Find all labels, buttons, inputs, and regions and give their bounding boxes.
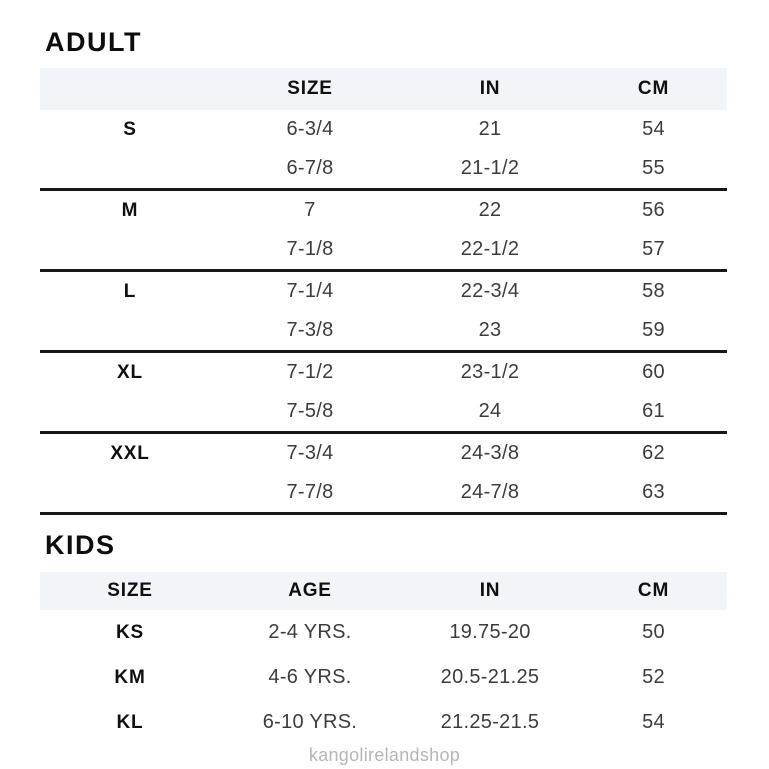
- adult-group-xxl: [40, 434, 727, 515]
- kids-header-age: AGE: [288, 580, 332, 601]
- kids-section-title: KIDS: [45, 530, 116, 560]
- adult-group-s: [40, 110, 727, 191]
- inches-cell: 24: [478, 400, 502, 422]
- table-row: [40, 700, 727, 745]
- cm-cell: 55: [642, 157, 665, 179]
- table-row: [40, 311, 727, 350]
- hat-size-cell: 7-3/8: [286, 319, 334, 341]
- kids-header-cm: CM: [637, 580, 670, 601]
- cm-cell: 62: [642, 442, 665, 464]
- adult-size-table: [40, 68, 727, 515]
- hat-size-cell: 6-7/8: [286, 157, 334, 179]
- adult-group-xl: [40, 353, 727, 434]
- kids-header-size: SIZE: [107, 580, 153, 601]
- inches-cell: 20.5-21.25: [440, 666, 540, 688]
- age-cell: 2-4 YRS.: [268, 621, 352, 643]
- inches-cell: 24-7/8: [460, 481, 520, 503]
- adult-header-in: IN: [479, 78, 501, 99]
- cm-cell: 58: [642, 280, 665, 302]
- hat-size-cell: 7: [304, 199, 316, 221]
- kids-header-in: IN: [479, 580, 501, 601]
- table-row: [40, 434, 727, 473]
- hat-size-cell: 7-1/4: [286, 280, 334, 302]
- adult-table-header: [40, 68, 727, 110]
- cm-cell: 60: [642, 361, 665, 383]
- cm-cell: 54: [642, 118, 665, 140]
- inches-cell: 19.75-20: [449, 621, 531, 643]
- inches-cell: 23: [478, 319, 502, 341]
- size-label-cell: KL: [116, 711, 144, 733]
- inches-cell: 24-3/8: [460, 442, 520, 464]
- age-cell: 4-6 YRS.: [268, 666, 352, 688]
- hat-size-cell: 6-3/4: [286, 118, 334, 140]
- hat-size-cell: 7-3/4: [286, 442, 334, 464]
- watermark-text: kangolirelandshop: [308, 745, 461, 765]
- size-label-cell: XL: [117, 361, 143, 383]
- hat-size-cell: 7-1/2: [286, 361, 334, 383]
- table-row: [40, 655, 727, 700]
- size-label-cell: KS: [116, 621, 144, 643]
- inches-cell: 21: [478, 118, 502, 140]
- cm-cell: 61: [642, 400, 665, 422]
- adult-group-m: [40, 191, 727, 272]
- adult-header-size: SIZE: [287, 78, 333, 99]
- size-label-cell: KM: [114, 666, 146, 688]
- cm-cell: 57: [642, 238, 665, 260]
- cm-cell: 56: [642, 199, 665, 221]
- inches-cell: 23-1/2: [460, 361, 520, 383]
- inches-cell: 21-1/2: [460, 157, 520, 179]
- table-row: [40, 610, 727, 655]
- cm-cell: 52: [642, 666, 665, 688]
- table-row: [40, 110, 727, 149]
- inches-cell: 22-1/2: [460, 238, 520, 260]
- adult-group-l: [40, 272, 727, 353]
- kids-size-table: [40, 572, 727, 745]
- table-row: [40, 392, 727, 431]
- table-row: [40, 272, 727, 311]
- table-row: [40, 191, 727, 230]
- cm-cell: 50: [642, 621, 665, 643]
- inches-cell: 22: [478, 199, 502, 221]
- kids-table-header: [40, 572, 727, 610]
- cm-cell: 59: [642, 319, 665, 341]
- hat-size-cell: 7-5/8: [286, 400, 334, 422]
- adult-header-cm: CM: [637, 78, 670, 99]
- hat-size-cell: 7-7/8: [286, 481, 334, 503]
- inches-cell: 22-3/4: [460, 280, 520, 302]
- inches-cell: 21.25-21.5: [440, 711, 540, 733]
- table-row: [40, 473, 727, 512]
- hat-size-cell: 7-1/8: [286, 238, 334, 260]
- cm-cell: 54: [642, 711, 665, 733]
- size-label-cell: XXL: [110, 442, 150, 464]
- table-row: [40, 149, 727, 188]
- age-cell: 6-10 YRS.: [262, 711, 358, 733]
- table-row: [40, 353, 727, 392]
- table-row: [40, 230, 727, 269]
- cm-cell: 63: [642, 481, 665, 503]
- size-label-cell: S: [123, 118, 137, 140]
- size-label-cell: M: [121, 199, 139, 221]
- size-label-cell: L: [123, 280, 137, 302]
- adult-section-title: ADULT: [45, 27, 142, 57]
